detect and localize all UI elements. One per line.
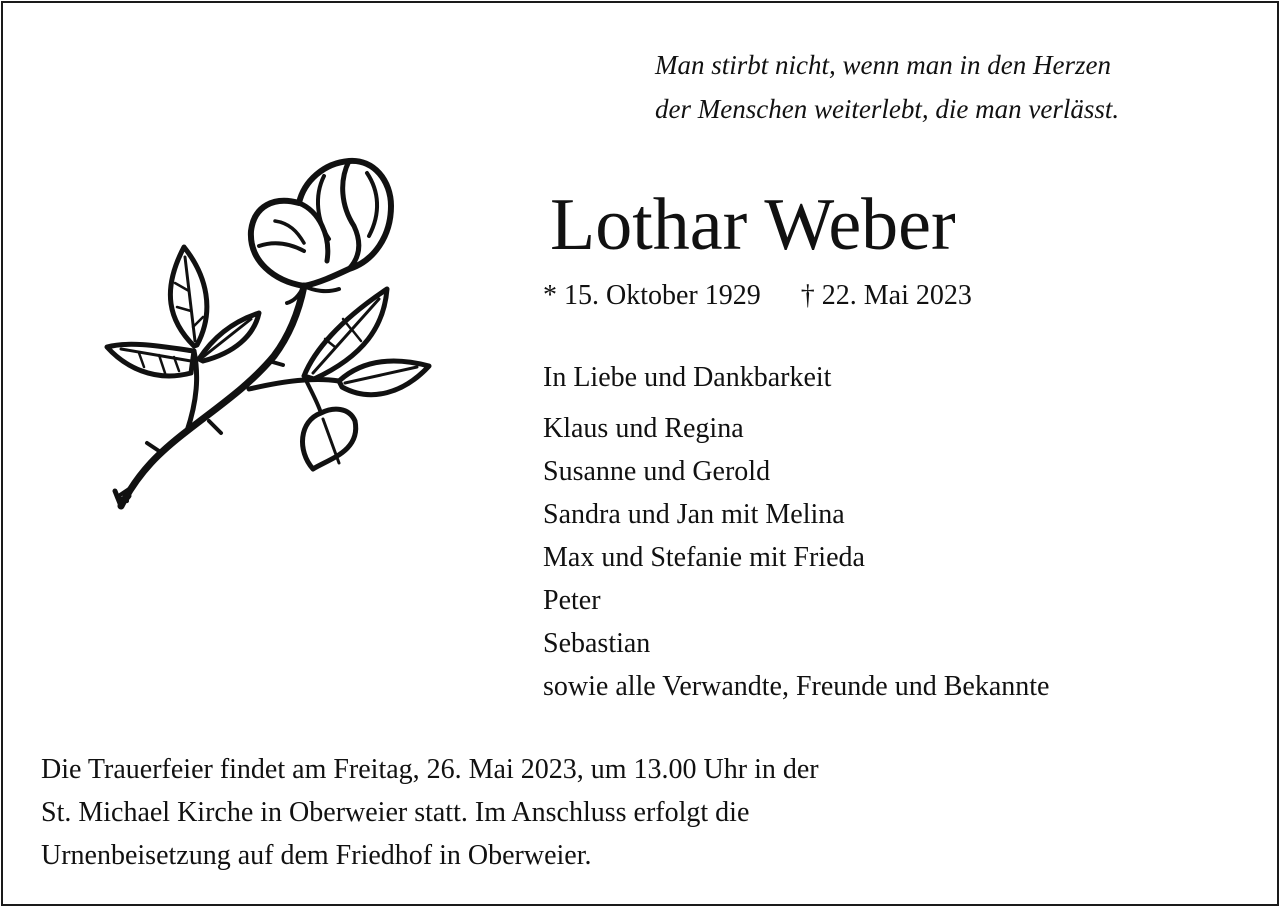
mourner-entry: Klaus und Regina bbox=[543, 413, 744, 444]
ceremony-info bbox=[41, 748, 1141, 877]
ceremony-line-1: Die Trauerfeier findet am Freitag, 26. Mai 2023, um 13.00 Uhr in der bbox=[41, 754, 819, 785]
dedication-line: In Liebe und Dankbarkeit bbox=[543, 362, 832, 393]
death-date: † 22. Mai 2023 bbox=[800, 280, 972, 311]
ceremony-line-3: Urnenbeisetzung auf dem Friedhof in Oberweier. bbox=[41, 840, 592, 871]
quote-line-1: Man stirbt nicht, wenn man in den Herzen bbox=[655, 50, 1111, 80]
life-dates bbox=[543, 277, 972, 315]
mourner-entry: Susanne und Gerold bbox=[543, 456, 771, 487]
deceased-name: Lothar Weber bbox=[550, 184, 956, 266]
mourner-entry: sowie alle Verwandte, Freunde und Bekannte bbox=[543, 671, 1050, 702]
mourners-list bbox=[543, 407, 1049, 708]
obituary-notice bbox=[1, 1, 1279, 906]
ceremony-line-2: St. Michael Kirche in Oberweier statt. Im Anschluss erfolgt die bbox=[41, 797, 750, 828]
mourner-entry: Sebastian bbox=[543, 628, 651, 659]
quote-line-2: der Menschen weiterlebt, die man verlässt. bbox=[655, 94, 1120, 124]
mourner-entry: Peter bbox=[543, 585, 601, 616]
memorial-quote bbox=[655, 43, 1255, 131]
mourner-entry: Sandra und Jan mit Melina bbox=[543, 499, 845, 530]
mourner-entry: Max und Stefanie mit Frieda bbox=[543, 542, 865, 573]
rose-icon bbox=[99, 151, 439, 516]
birth-date: * 15. Oktober 1929 bbox=[543, 280, 761, 311]
